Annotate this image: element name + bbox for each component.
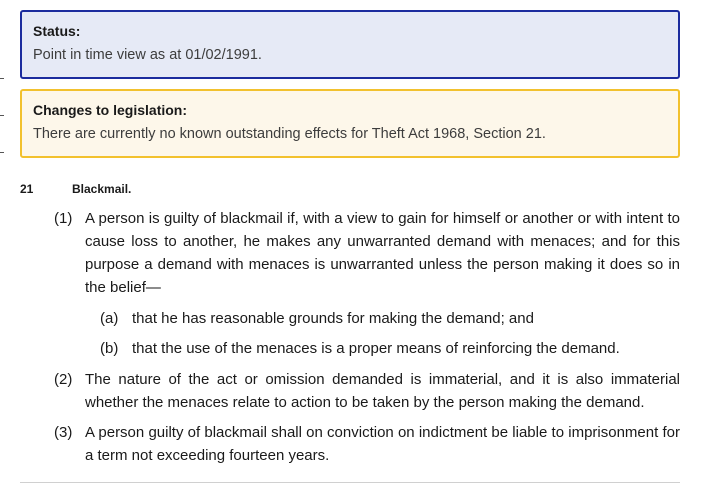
margin-tick: [0, 152, 4, 153]
paragraph-2: [54, 368, 680, 414]
paragraph-text: The nature of the act or omission demanded is immaterial, and it is also immaterial whether the menaces relate to action to be taken by the person making the demand.: [85, 371, 680, 411]
paragraph-3: [54, 421, 680, 467]
status-title: Status:: [33, 23, 81, 39]
paragraph-text: A person guilty of blackmail shall on conviction on indictment be liable to imprisonment for a term not exceeding fourteen years.: [85, 424, 680, 464]
status-text: Point in time view as at 01/02/1991.: [33, 47, 262, 63]
margin-tick: [0, 78, 4, 79]
changes-text: There are currently no known outstanding effects for Theft Act 1968, Section 21.: [33, 126, 546, 142]
section-number: 21: [20, 182, 34, 196]
section-title: Blackmail.: [72, 182, 132, 196]
status-panel: [20, 10, 680, 79]
divider: [20, 482, 680, 483]
subparagraph-number: (b): [100, 340, 119, 357]
subparagraph-a: [100, 307, 680, 330]
paragraph-1: [54, 207, 680, 299]
paragraph-number: (1): [54, 210, 73, 227]
subparagraph-b: [100, 337, 680, 360]
subparagraph-text: that he has reasonable grounds for making the demand; and: [132, 310, 534, 327]
changes-panel: [20, 89, 680, 158]
subparagraph-text: that the use of the menaces is a proper means of reinforcing the demand.: [132, 340, 620, 357]
paragraph-text: A person is guilty of blackmail if, with a view to gain for himself or another or with intent to cause loss to another, he makes any unwarranted demand with menaces; and for this purpose a demand with menaces is unwarranted unless the person making it does so in the belief—: [85, 210, 680, 296]
margin-tick: [0, 115, 4, 116]
paragraph-number: (3): [54, 424, 73, 441]
changes-title: Changes to legislation:: [33, 102, 188, 118]
paragraph-number: (2): [54, 371, 73, 388]
subparagraph-number: (a): [100, 310, 119, 327]
